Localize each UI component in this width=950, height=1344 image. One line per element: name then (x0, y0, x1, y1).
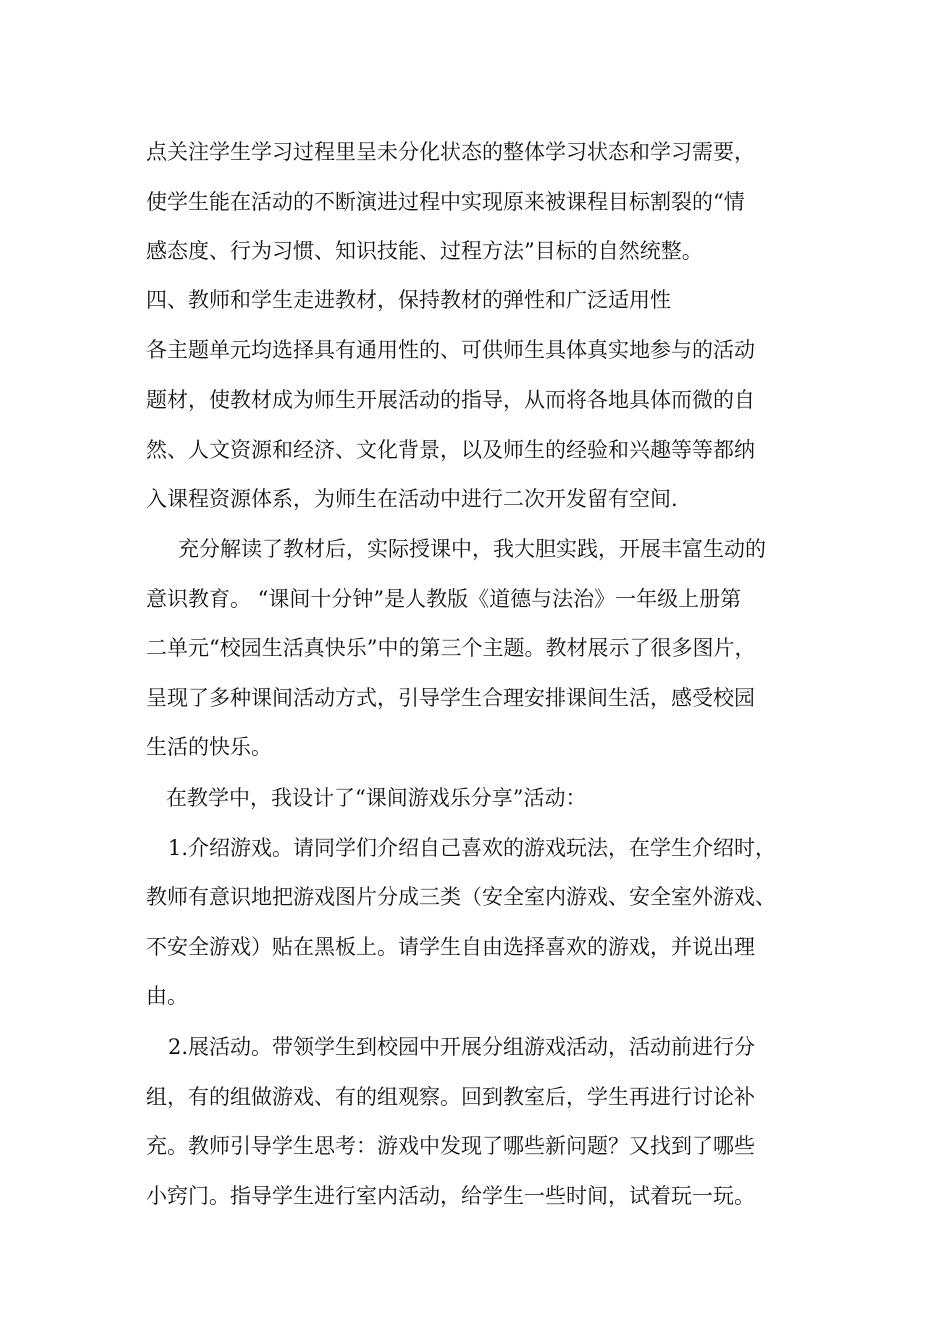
text-line: 然、人文资源和经济、文化背景，以及师生的经验和兴趣等等都纳 (146, 438, 755, 462)
text-line: 在教学中，我设计了“课间游戏乐分享”活动： (166, 786, 587, 810)
text-line: 题材，使教材成为师生开展活动的指导，从而将各地具体而微的自 (146, 388, 755, 412)
text-line: 充。教师引导学生思考：游戏中发现了哪些新问题？又找到了哪些 (146, 1134, 755, 1158)
text-line: 小窍门。指导学生进行室内活动，给学生一些时间，试着玩一玩。 (146, 1184, 755, 1208)
text-line: 1.介绍游戏。请同学们介绍自己喜欢的游戏玩法，在学生介绍时， (168, 836, 777, 860)
text-line: 充分解读了教材后，实际授课中，我大胆实践，开展丰富生动的 (178, 537, 766, 561)
text-line: 二单元“校园生活真快乐”中的第三个主题。教材展示了很多图片， (146, 636, 756, 660)
text-line: 意识教育。 “课间十分钟”是人教版《道德与法治》一年级上册第 (146, 587, 742, 611)
text-line: 不安全游戏）贴在黑板上。请学生自由选择喜欢的游戏，并说出理 (146, 935, 755, 959)
text-line: 点关注学生学习过程里呈未分化状态的整体学习状态和学习需要， (146, 140, 755, 164)
text-line: 各主题单元均选择具有通用性的、可供师生具体真实地参与的活动 (146, 338, 755, 362)
text-line: 使学生能在活动的不断演进过程中实现原来被课程目标割裂的“情 (146, 190, 745, 214)
section-heading: 四、教师和学生走进教材，保持教材的弹性和广泛适用性 (146, 288, 671, 312)
text-line: 呈现了多种课间活动方式，引导学生合理安排课间生活，感受校园 (146, 686, 755, 710)
text-line: 组，有的组做游戏、有的组观察。回到教室后，学生再进行讨论补 (146, 1085, 755, 1109)
text-line: 生活的快乐。 (146, 735, 272, 759)
text-line: 教师有意识地把游戏图片分成三类（安全室内游戏、安全室外游戏、 (146, 885, 776, 909)
text-line: 入课程资源体系，为师生在活动中进行二次开发留有空间. (146, 487, 678, 511)
text-line: 感态度、行为习惯、知识技能、过程方法”目标的自然统整。 (146, 239, 703, 263)
text-line: 由。 (146, 984, 188, 1008)
text-line: 2.展活动。带领学生到校园中开展分组游戏活动，活动前进行分 (168, 1035, 756, 1059)
